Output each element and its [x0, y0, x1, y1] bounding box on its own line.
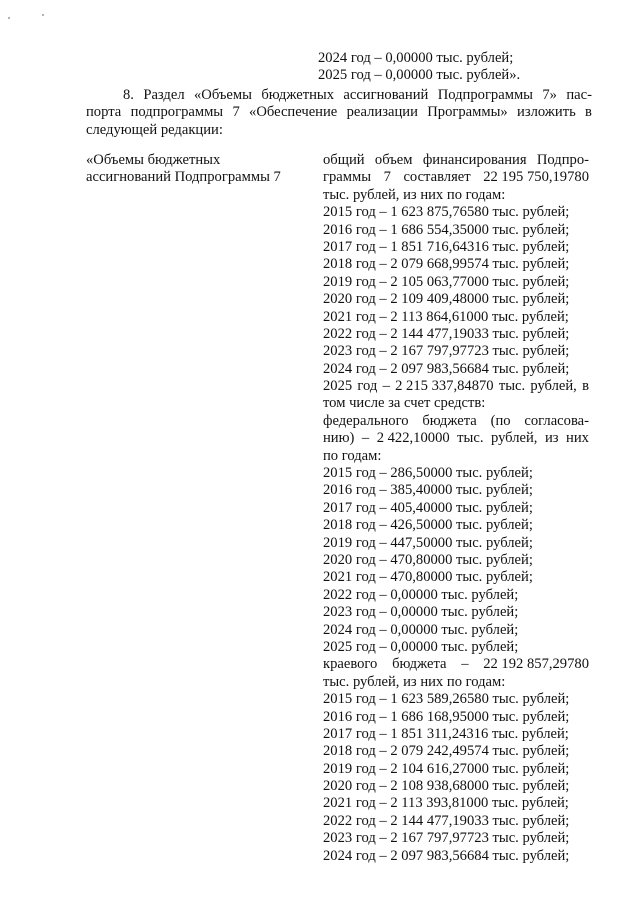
funding-line: [323, 152, 589, 169]
funding-line: [323, 691, 589, 708]
funding-line: [323, 465, 589, 482]
funding-line: [323, 204, 589, 221]
funding-line: [323, 274, 589, 291]
funding-word: объем: [374, 152, 413, 168]
funding-word: из: [544, 430, 559, 447]
scan-dot: [8, 17, 10, 19]
funding-word: 22 192 857,29780: [483, 656, 589, 673]
funding-word: тыс. рублей, из них по годам:: [323, 673, 506, 690]
funding-word: 2020 год – 2 108 938,68000 тыс. рублей;: [323, 778, 570, 795]
funding-word: 2022 год – 0,00000 тыс. рублей;: [323, 586, 519, 603]
funding-word: 2018 год – 2 079 668,99574 тыс. рублей;: [323, 256, 570, 273]
funding-line: [323, 482, 589, 499]
funding-line: [323, 309, 589, 326]
funding-line: [323, 726, 589, 743]
funding-word: –: [382, 378, 390, 395]
funding-word: нию): [323, 430, 355, 447]
funding-word: 2021 год – 470,80000 тыс. рублей;: [323, 569, 533, 586]
funding-word: в: [582, 378, 589, 395]
funding-line: [323, 430, 589, 447]
funding-line: [323, 291, 589, 308]
funding-line: [323, 778, 589, 795]
funding-line: [323, 222, 589, 239]
funding-line: [323, 239, 589, 256]
funding-line: [323, 761, 589, 778]
funding-word: 2023 год – 0,00000 тыс. рублей;: [323, 604, 519, 621]
paragraph-word: 8.: [123, 87, 134, 103]
paragraph-word: 7: [232, 104, 240, 121]
paragraph-word: порта: [86, 104, 122, 121]
funding-word: бюджета: [422, 412, 477, 429]
paragraph-word: «Обеспечение: [249, 104, 338, 121]
scan-artifact-marks: [8, 14, 68, 24]
paragraph-word: ассигнований: [343, 87, 429, 103]
funding-word: 2025: [323, 378, 353, 395]
paragraph-word: реализации: [346, 104, 418, 121]
paragraph-word: Программы»: [427, 104, 508, 121]
funding-word: 2022 год – 2 144 477,19033 тыс. рублей;: [323, 812, 570, 829]
funding-word: 2021 год – 2 113 393,81000 тыс. рублей;: [323, 795, 569, 812]
funding-line: [323, 326, 589, 343]
funding-word: том числе за счет средств:: [323, 395, 486, 412]
funding-line: [323, 517, 589, 534]
funding-line: [323, 552, 589, 569]
paragraph-line: [86, 87, 592, 104]
funding-word: 2015 год – 1 623 875,76580 тыс. рублей;: [323, 204, 570, 221]
funding-word: 2024 год – 0,00000 тыс. рублей;: [323, 621, 519, 638]
funding-line: [323, 709, 589, 726]
funding-line: [323, 622, 589, 639]
funding-line: [323, 395, 589, 412]
section-8-paragraph: [86, 87, 592, 139]
paragraph-word: Раздел: [143, 87, 185, 103]
funding-line: [323, 674, 589, 691]
funding-line: [323, 535, 589, 552]
funding-line: [323, 256, 589, 273]
funding-word: (по: [490, 412, 511, 429]
funding-word: 2019 год – 2 104 616,27000 тыс. рублей;: [323, 760, 570, 777]
funding-word: 2020 год – 2 109 409,48000 тыс. рублей;: [323, 291, 570, 308]
funding-word: рублей,: [530, 378, 577, 395]
funding-word: 2023 год – 2 167 797,97723 тыс. рублей;: [323, 343, 570, 360]
funding-word: 2017 год – 1 851 716,64316 тыс. рублей;: [323, 238, 570, 255]
funding-word: общий: [323, 152, 365, 168]
paragraph-word: 7»: [542, 87, 557, 103]
funding-word: 2016 год – 385,40000 тыс. рублей;: [323, 482, 533, 499]
funding-word: 2024 год – 2 097 983,56684 тыс. рублей;: [323, 847, 570, 864]
funding-word: год: [357, 378, 378, 395]
funding-word: краевого: [323, 656, 378, 673]
left-cell-line: «Объемы бюджетных: [86, 152, 221, 168]
continuation-line: 2024 год – 0,00000 тыс. рублей;: [318, 50, 514, 66]
funding-word: 2023 год – 2 167 797,97723 тыс. рублей;: [323, 830, 570, 847]
funding-word: 2022 год – 2 144 477,19033 тыс. рублей;: [323, 325, 570, 342]
funding-line: [323, 795, 589, 812]
funding-word: 2025 год – 0,00000 тыс. рублей;: [323, 638, 519, 655]
paragraph-word: «Объемы: [193, 87, 252, 103]
funding-line: [323, 361, 589, 378]
paragraph-word: следующей редакции:: [86, 121, 223, 138]
funding-line: [323, 169, 589, 186]
funding-word: 7: [383, 169, 391, 186]
funding-word: 2024 год – 2 097 983,56684 тыс. рублей;: [323, 360, 570, 377]
funding-word: по годам:: [323, 447, 382, 464]
funding-line: [323, 500, 589, 517]
funding-line: [323, 378, 589, 395]
funding-word: 2015 год – 1 623 589,26580 тыс. рублей;: [323, 691, 570, 708]
funding-line: [323, 656, 589, 673]
funding-word: 2020 год – 470,80000 тыс. рублей;: [323, 551, 533, 568]
funding-line: [323, 743, 589, 760]
funding-word: 2015 год – 286,50000 тыс. рублей;: [323, 465, 533, 482]
funding-word: 2018 год – 2 079 242,49574 тыс. рублей;: [323, 743, 570, 760]
funding-word: них: [566, 430, 589, 447]
funding-word: 2019 год – 447,50000 тыс. рублей;: [323, 534, 533, 551]
funding-word: 2016 год – 1 686 168,95000 тыс. рублей;: [323, 708, 570, 725]
paragraph-word: Подпрограммы: [437, 87, 533, 103]
paragraph-word: изложить: [517, 104, 576, 121]
funding-line: [323, 848, 589, 865]
paragraph-word: подпрограммы: [130, 104, 224, 121]
funding-line: [323, 830, 589, 847]
funding-word: 22 195 750,19780: [483, 169, 589, 186]
funding-word: граммы: [323, 169, 372, 186]
paragraph-line: [86, 104, 592, 121]
continuation-line: 2025 год – 0,00000 тыс. рублей».: [318, 67, 521, 84]
funding-line: [323, 587, 589, 604]
funding-word: согласова-: [524, 412, 589, 429]
funding-line: [323, 569, 589, 586]
table-right-cell: [323, 152, 589, 865]
continuation-lines: [318, 50, 618, 85]
funding-word: составляет: [403, 169, 471, 186]
funding-line: [323, 639, 589, 656]
paragraph-word: в: [585, 104, 592, 121]
funding-line: [323, 813, 589, 830]
funding-word: 2017 год – 1 851 311,24316 тыс. рублей;: [323, 725, 569, 742]
funding-line: [323, 343, 589, 360]
funding-word: федерального: [323, 412, 409, 429]
funding-word: финансирования: [422, 152, 527, 168]
funding-word: –: [461, 656, 469, 673]
table-left-cell: [86, 152, 306, 187]
funding-word: Подпро-: [536, 152, 589, 168]
funding-word: тыс.: [457, 430, 484, 447]
paragraph-word: пас-: [566, 87, 592, 103]
funding-word: бюджета: [392, 656, 447, 673]
funding-word: 2018 год – 426,50000 тыс. рублей;: [323, 517, 533, 534]
funding-word: 2019 год – 2 105 063,77000 тыс. рублей;: [323, 273, 570, 290]
funding-word: 2 215 337,84870: [395, 378, 494, 395]
funding-line: [323, 604, 589, 621]
funding-word: –: [361, 430, 370, 447]
funding-line: [323, 187, 589, 204]
paragraph-word: бюджетных: [261, 87, 334, 103]
funding-word: рублей,: [490, 430, 538, 447]
funding-word: 2016 год – 1 686 554,35000 тыс. рублей;: [323, 221, 570, 238]
funding-word: тыс.: [498, 378, 526, 395]
left-cell-line: ассигнований Подпрограммы 7: [86, 169, 281, 186]
funding-line: [323, 413, 589, 430]
scan-dot: [42, 14, 44, 16]
funding-word: 2021 год – 2 113 864,61000 тыс. рублей;: [323, 308, 569, 325]
funding-word: 2017 год – 405,40000 тыс. рублей;: [323, 499, 533, 516]
funding-word: тыс. рублей, из них по годам:: [323, 186, 506, 203]
paragraph-line: [86, 122, 592, 139]
funding-word: 2 422,10000: [376, 430, 450, 447]
funding-line: [323, 448, 589, 465]
